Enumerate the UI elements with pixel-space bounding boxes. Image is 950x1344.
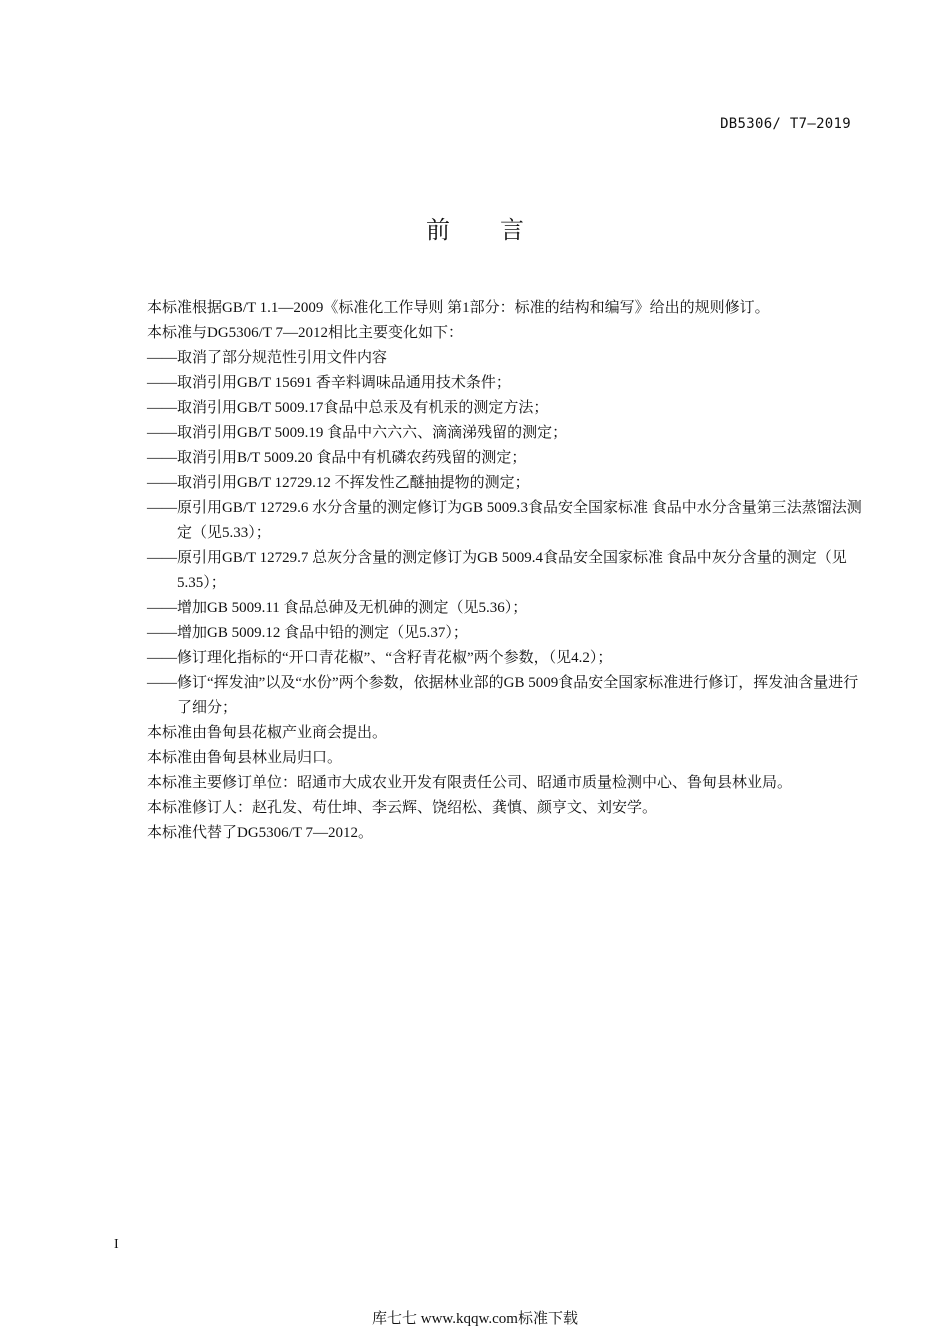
closing-line: 本标准代替了DG5306/T 7—2012。 xyxy=(147,825,373,841)
page-title: 前言 xyxy=(426,216,574,244)
intro-line: 本标准根据GB/T 1.1—2009《标准化工作导则 第1部分：标准的结构和编写》给出的规则修订。 xyxy=(147,300,770,316)
change-item: —— 取消引用GB/T 5009.19 食品中六六六、滴滴涕残留的测定； xyxy=(147,425,568,441)
footer-watermark: 库七七 www.kqqw.com标准下载 xyxy=(372,1311,578,1327)
change-item: —— 取消了部分规范性引用文件内容 xyxy=(147,350,388,366)
closing-line: 本标准修订人：赵孔发、苟仕坤、李云辉、饶绍松、龚慎、颜亨文、刘安学。 xyxy=(147,800,658,816)
change-item: —— 取消引用GB/T 5009.17食品中总汞及有机汞的测定方法； xyxy=(147,400,549,416)
change-item: —— 取消引用GB/T 12729.12 不挥发性乙醚抽提物的测定； xyxy=(147,475,530,491)
intro-line: 本标准与DG5306/T 7—2012相比主要变化如下： xyxy=(147,325,463,341)
page-number: I xyxy=(114,1237,119,1252)
document-code: DB5306/ T7—2019 xyxy=(720,116,851,132)
closing-line: 本标准由鲁甸县林业局归口。 xyxy=(147,750,343,766)
closing-line: 本标准主要修订单位：昭通市大成农业开发有限责任公司、昭通市质量检测中心、鲁甸县林业局。 xyxy=(147,775,793,791)
change-item: —— 修订理化指标的“开口青花椒”、“含籽青花椒”两个参数，（见4.2）； xyxy=(147,650,613,666)
change-item: —— 原引用GB/T 12729.7 总灰分含量的测定修订为GB 5009.4食品安全国家标准 食品中灰分含量的测定（见5.35）； xyxy=(147,550,847,591)
change-item: —— 修订“挥发油”以及“水份”两个参数，依据林业部的GB 5009食品安全国家标准进行修订，挥发油含量进行了细分； xyxy=(147,675,859,716)
change-item: —— 取消引用GB/T 15691 香辛料调味品通用技术条件； xyxy=(147,375,511,391)
change-item: —— 增加GB 5009.12 食品中铅的测定（见5.37）； xyxy=(147,625,468,641)
change-item: —— 取消引用B/T 5009.20 食品中有机磷农药残留的测定； xyxy=(147,450,527,466)
change-item: —— 原引用GB/T 12729.6 水分含量的测定修订为GB 5009.3食品安全国家标准 食品中水分含量第三法蒸馏法测定（见5.33）； xyxy=(147,500,862,541)
foreword-body xyxy=(147,296,865,846)
change-item: —— 增加GB 5009.11 食品总砷及无机砷的测定（见5.36）； xyxy=(147,600,528,616)
closing-line: 本标准由鲁甸县花椒产业商会提出。 xyxy=(147,725,388,741)
